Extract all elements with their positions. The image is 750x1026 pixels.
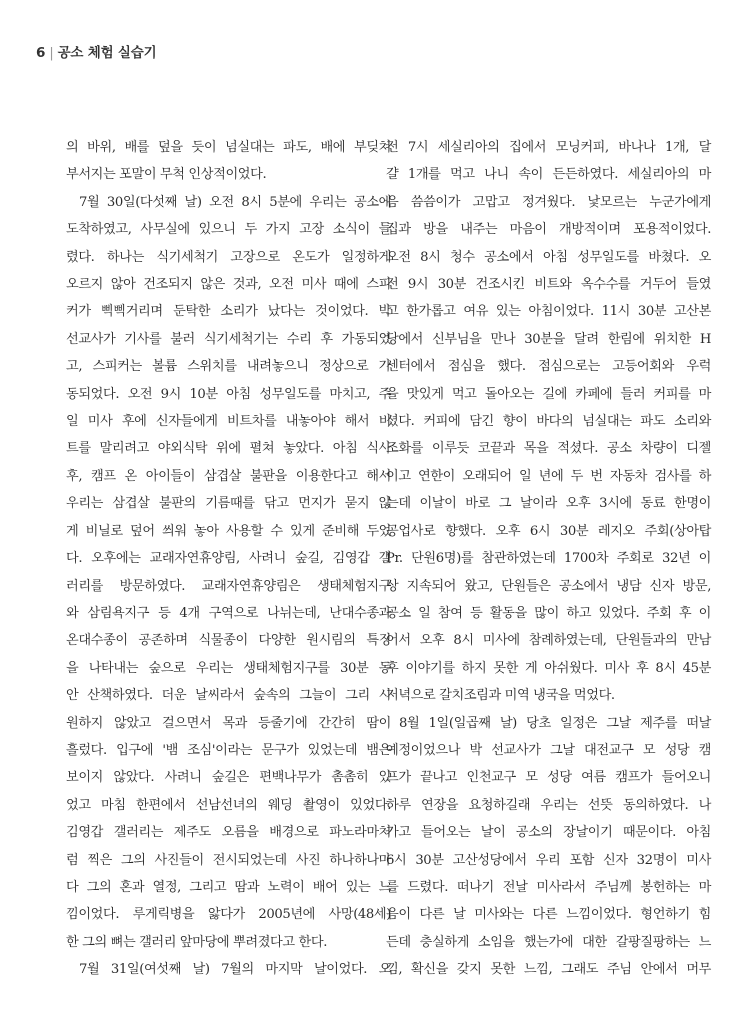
text-line: 의 바위, 배를 덮을 듯이 넘실대는 파도, 배에 부딪쳐 (66, 140, 391, 155)
text-line: 센터에서 점심을 했다. 점심으로는 고등어회와 우럭 (386, 359, 711, 375)
text-line: 온대수종이 공존하며 식물종이 다양한 원시림의 특징 (66, 633, 391, 649)
text-line: 일 미사 후에 신자들에게 비트차를 내놓아야 해서 비 (66, 414, 391, 430)
text-line: Pr. 단원6명)를 참관하였는데 1700차 주회로 32년 이 (386, 551, 711, 567)
paragraph (66, 956, 391, 983)
text-line: 음 씀씀이가 고맙고 정겨웠다. 낯모르는 누군가에게 (386, 194, 711, 210)
header-separator: | (49, 45, 54, 61)
text-line: 든데 충실하게 소임을 했는가에 대한 갈팡질팡하는 느 (386, 934, 711, 950)
text-line: 낌, 확신을 갖지 못한 느낌, 그래도 주님 안에서 머무 (386, 962, 711, 978)
text-line: 음이 다른 날 미사와는 다른 느낌이었다. 형언하기 힘 (386, 907, 711, 923)
text-line: 셨다. 커피에 담긴 향이 바다의 넘실대는 파도 소리와 (386, 414, 711, 430)
paragraph (66, 134, 391, 189)
text-line: 트를 말리려고 야외식탁 위에 펼쳐 놓았다. 아침 식사 (66, 441, 391, 457)
text-line: 걀 1개를 먹고 나니 속이 든든하였다. 세실리아의 마 (386, 167, 711, 183)
text-line: 당에서 신부님을 만나 30분을 달려 한림에 위치한 H (386, 331, 711, 347)
text-line: 부서지는 포말이 무척 인상적이었다. (66, 167, 267, 183)
text-line: 상 지속되어 왔고, 단원들은 공소에서 냉담 신자 방문, (386, 578, 711, 594)
text-line: 이고 연한이 오래되어 일 년에 두 번 자동차 검사를 하 (386, 468, 711, 484)
text-line: 러리를 방문하였다. 교래자연휴양림은 생태체험지구 (66, 578, 391, 594)
text-line: 도착하였고, 사무실에 있으니 두 가지 고장 소식이 들 (66, 222, 391, 238)
page-header (36, 41, 156, 61)
text-line: 게 비닐로 덮어 씌워 놓아 사용할 수 있게 준비해 두었 (66, 523, 391, 539)
text-line: 는데 이날이 바로 그 날이라 오후 3시에 동료 한명이 (386, 496, 711, 512)
page-number: 6 (36, 45, 46, 61)
paragraph (66, 189, 391, 956)
text-line: 8월 1일(일곱째 날) 당초 일정은 그날 제주를 떠날 (399, 715, 711, 731)
text-line: 을 나타내는 숲으로 우리는 생태체험지구를 30분 동 (66, 660, 391, 676)
text-line: 6시 30분 고산성당에서 우리 포함 신자 32명이 미사 (386, 852, 711, 868)
text-line: 를 드렸다. 떠나기 전날 미사라서 주님께 봉헌하는 마 (386, 879, 711, 895)
text-line: 낌이었다. 루게릭병을 앓다가 2005년에 사망(48세) (66, 907, 391, 923)
text-line: 전 9시 30분 건조시킨 비트와 옥수수를 거두어 들였 (386, 277, 711, 293)
text-line: 커가 삑삑거리며 둔탁한 소리가 났다는 것이었다. 박 (66, 304, 391, 320)
text-line: 어서 오후 8시 미사에 참례하였는데, 단원들과의 만남 (386, 633, 711, 649)
text-line: 었고 마침 한편에서 선남선녀의 웨딩 촬영이 있었다. (66, 797, 391, 813)
text-line: 와 삼림욕지구 등 4개 구역으로 나뉘는데, 난대수종과 (66, 605, 391, 621)
text-line: 흘렀다. 입구에 '뱀 조심'이라는 문구가 있었는데 뱀은 (66, 742, 391, 758)
text-line: 전 7시 세실리아의 집에서 모닝커피, 바나나 1개, 달 (386, 140, 711, 155)
text-line: 집과 방을 내주는 마음이 개방적이며 포용적이었다. (386, 222, 711, 238)
text-line: 럼 찍은 그의 사진들이 전시되었는데 사진 하나하나마 (66, 852, 391, 868)
text-line: 보이지 않았다. 사려니 숲길은 편백나무가 촘촘히 있 (66, 770, 391, 786)
text-line: 예정이었으나 박 선교사가 그날 대전교구 모 성당 캠 (386, 742, 711, 758)
text-line: 을 맛있게 먹고 돌아오는 길에 카페에 들러 커피를 마 (386, 386, 711, 402)
text-line: 우리는 삼겹살 불판의 기름때를 닦고 먼지가 묻지 않 (66, 496, 391, 512)
paragraph (386, 710, 711, 984)
text-line: 선교사가 기사를 불러 식기세척기는 수리 후 가동되었 (66, 331, 391, 347)
left-column (66, 134, 391, 984)
right-column (386, 134, 711, 984)
text-line: 동되었다. 오전 9시 10분 아침 성무일도를 마치고, 주 (66, 386, 391, 402)
text-line: 후, 캠프 온 아이들이 삼겹살 불판을 이용한다고 해서 (66, 468, 391, 484)
paragraph (386, 134, 711, 710)
running-title: 공소 체험 실습기 (57, 45, 157, 61)
text-line: 다 그의 혼과 열정, 그리고 땀과 노력이 배어 있는 느 (66, 879, 391, 895)
text-line: 하루 연장을 요청하길래 우리는 선뜻 동의하였다. 나 (386, 797, 711, 813)
text-line: 공소 일 참여 등 활동을 많이 하고 있었다. 주회 후 이 (386, 605, 711, 621)
text-line: 안 산책하였다. 더운 날씨라서 숲속의 그늘이 그리 시 (66, 688, 391, 704)
text-line: 프가 끝나고 인천교구 모 성당 여름 캠프가 들어오니 (386, 770, 711, 786)
text-line: 7월 31일(여섯째 날) 7월의 마지막 날이었다. 오 (79, 962, 391, 978)
text-line: 고 한가롭고 여유 있는 아침이었다. 11시 30분 고산본 (386, 304, 711, 320)
text-line: 오전 8시 청수 공소에서 아침 성무일도를 바쳤다. 오 (386, 249, 711, 265)
text-line: 원하지 않았고 걸으면서 목과 등줄기에 간간히 땀이 (66, 715, 391, 731)
text-line: 다. 오후에는 교래자연휴양림, 사려니 숲길, 김영갑 갤 (66, 551, 391, 567)
text-line: 가고 들어오는 날이 공소의 장날이기 때문이다. 아침 (386, 825, 711, 841)
text-line: 고, 스피커는 볼륨 스위치를 내려놓으니 정상으로 가 (66, 359, 391, 375)
text-line: 오르지 않아 건조되지 않은 것과, 오전 미사 때에 스피 (66, 277, 391, 293)
text-line: 7월 30일(다섯째 날) 오전 8시 5분에 우리는 공소에 (79, 194, 391, 210)
text-line: 김영갑 갤러리는 제주도 오름을 배경으로 파노라마처 (66, 825, 391, 841)
text-line: 저녁으로 갈치조림과 미역 냉국을 먹었다. (386, 688, 615, 704)
text-line: 조화를 이루듯 코끝과 목을 적셨다. 공소 차량이 디젤 (386, 441, 711, 457)
text-line: 후 이야기를 하지 못한 게 아쉬웠다. 미사 후 8시 45분 (386, 660, 711, 676)
text-line: 렸다. 하나는 식기세척기 고장으로 온도가 일정하게 (66, 249, 391, 265)
text-line: 공업사로 향했다. 오후 6시 30분 레지오 주회(상아탑 (386, 523, 711, 539)
text-line: 한 그의 뼈는 갤러리 앞마당에 뿌려졌다고 한다. (66, 934, 327, 950)
